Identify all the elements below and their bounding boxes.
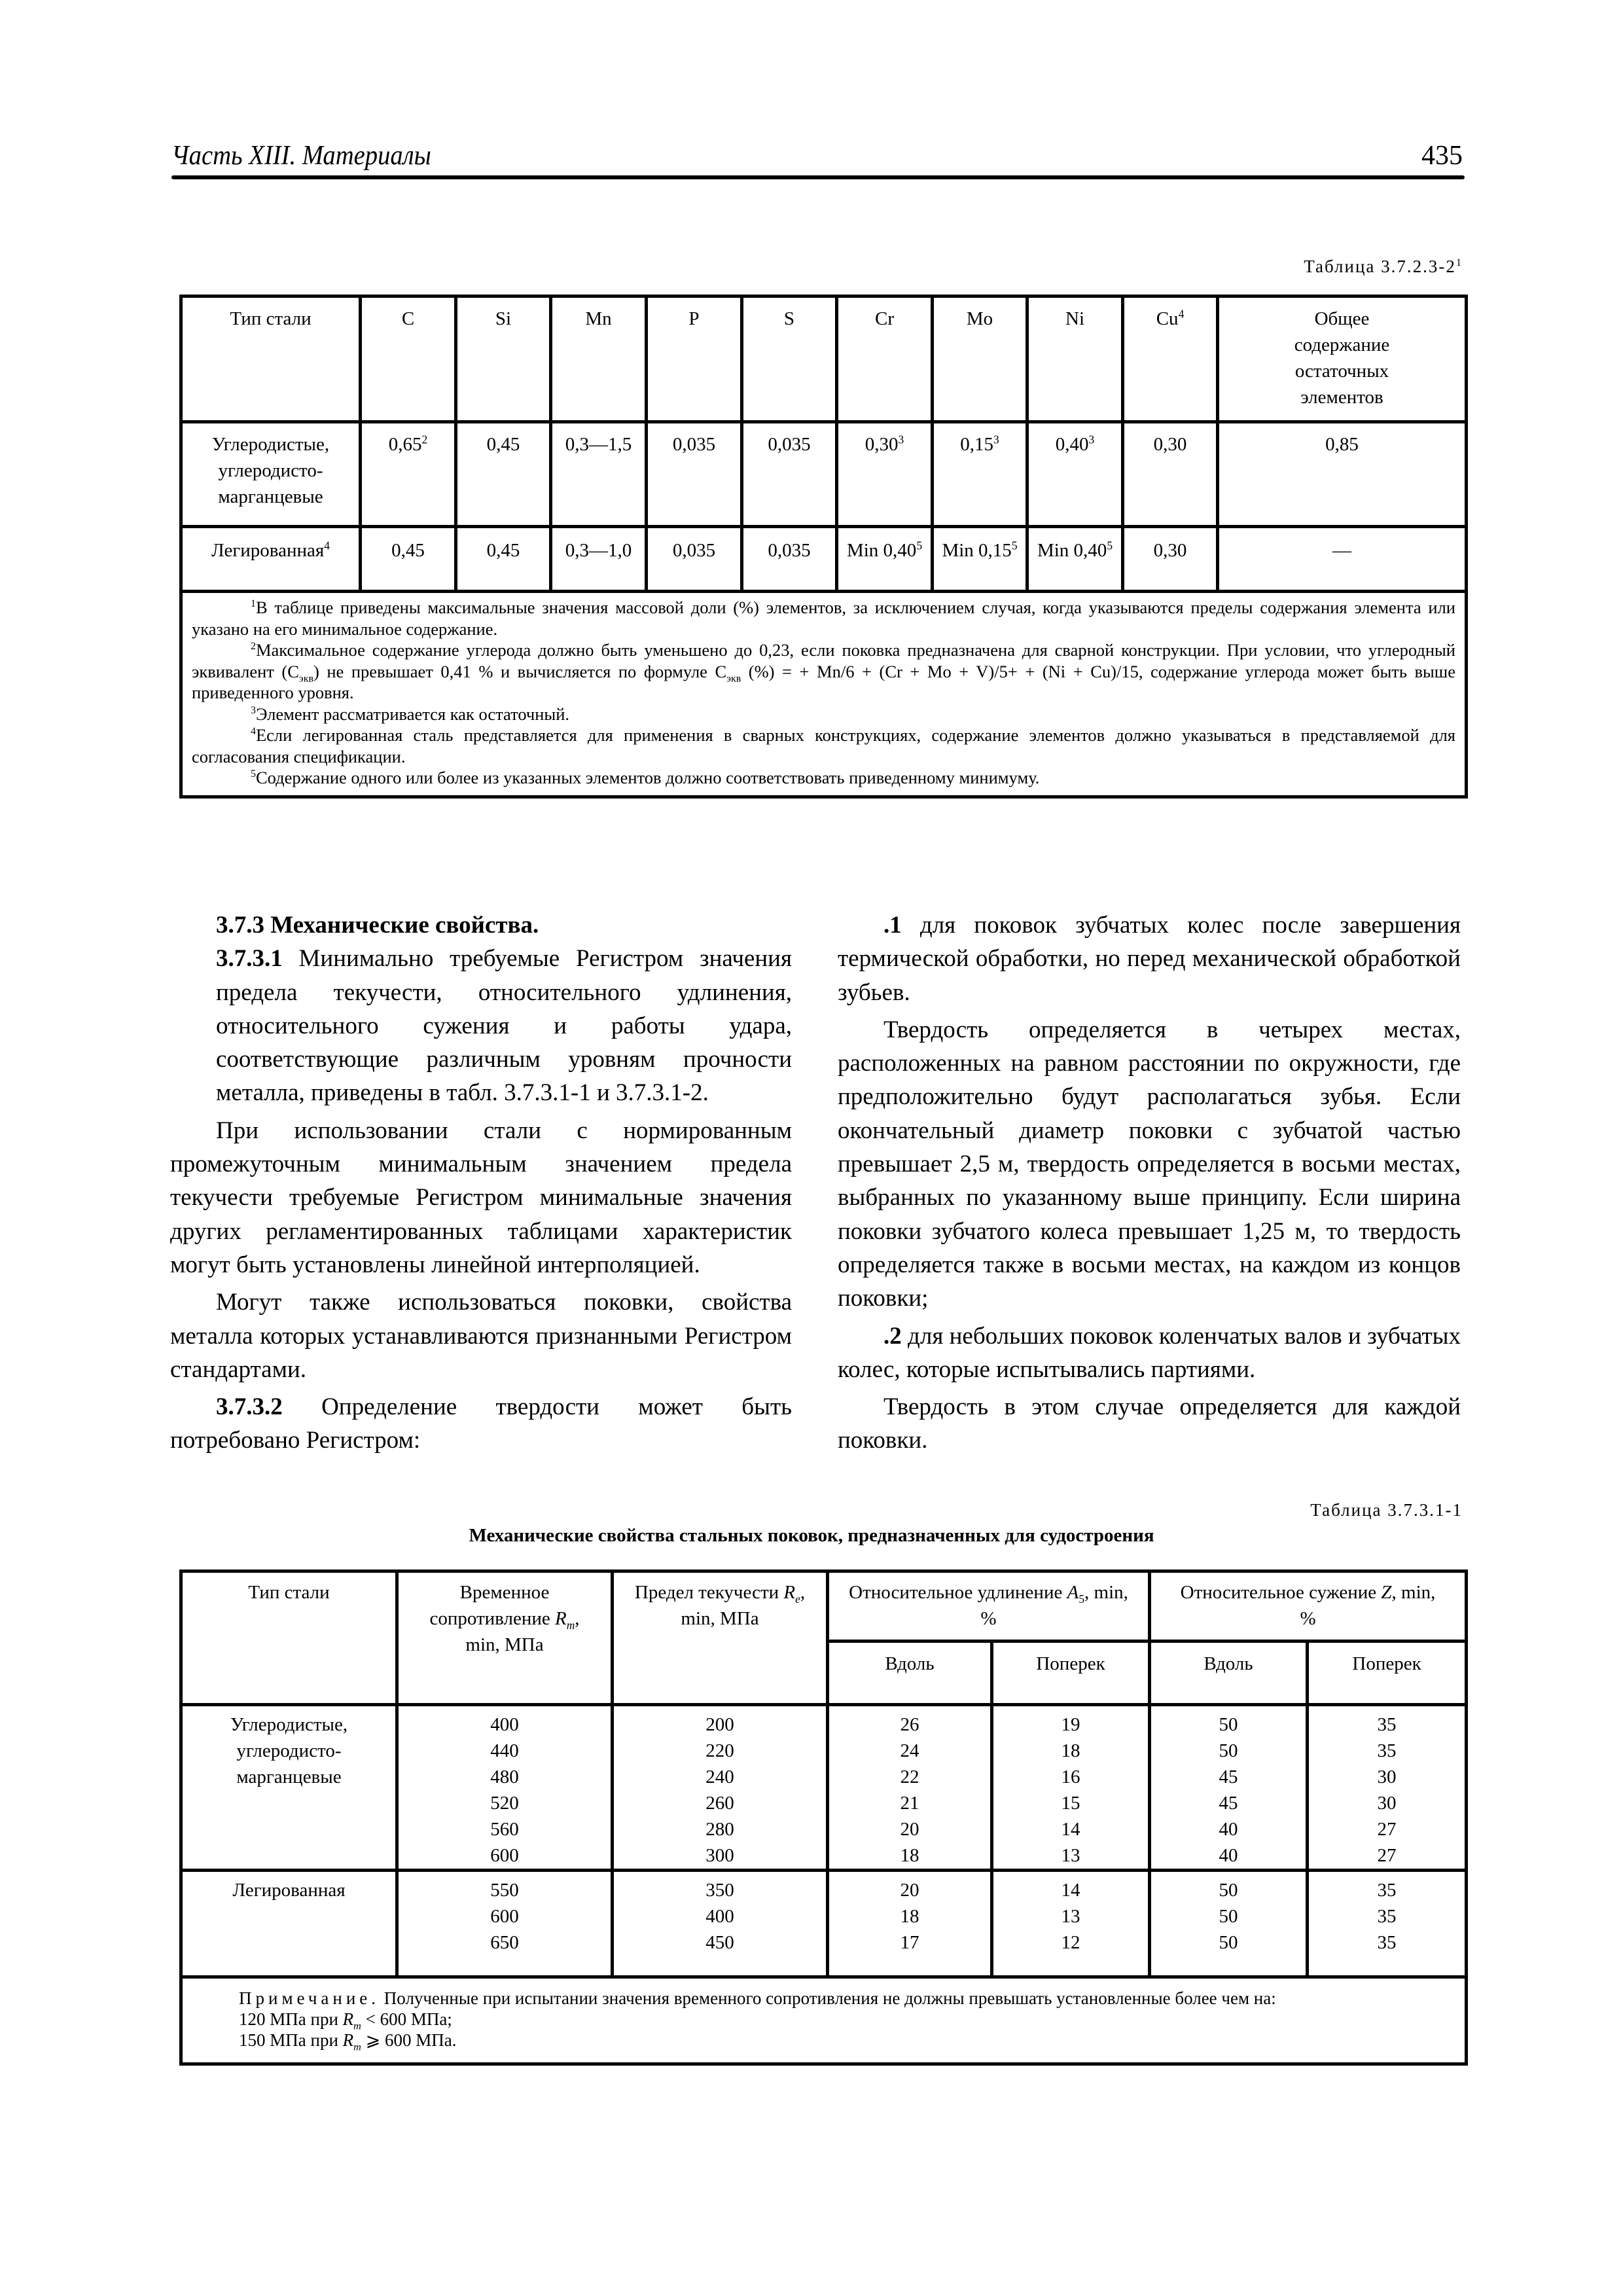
footnote-3: $^3$Элемент рассматривается как остаточный. xyxy=(251,704,570,724)
cell-value: 20 xyxy=(900,1819,919,1840)
table-header-row xyxy=(181,296,1467,422)
cell-value: 16 xyxy=(1061,1767,1080,1787)
col-header-steel-type: Тип стали xyxy=(181,1571,397,1705)
cell-value: 27 xyxy=(1377,1819,1397,1840)
cell-value: 400 xyxy=(705,1906,734,1927)
table-row-group xyxy=(181,1871,1467,1977)
col-header-c: C xyxy=(361,296,456,422)
header-rule xyxy=(171,175,1465,179)
page-number: 435 xyxy=(1421,141,1463,171)
subheader-along: Вдоль xyxy=(828,1641,992,1705)
cell-value: 450 xyxy=(705,1932,734,1953)
paragraph: Могут также использоваться поковки, свойства металла которых устанавливаются признанными Регистром стандартами. xyxy=(170,1289,792,1383)
cell: 0,40$^3$ xyxy=(1027,422,1123,527)
cell-value: 550 xyxy=(490,1880,519,1901)
footnote-2: $^2$Максимальное содержание углерода должно быть уменьшено до 0,23, если поковка предназначена для сварной конструкции. При условии, что углеродный эквивалент $(C_{экв})$ не превышает 0,41 % и вычисляется по формуле $C_{экв}$ (%) = + Mn/6 + (Cr + Mo + V)/5+ + (Ni + Cu)/15, содержание углерода может быть выше приведенного уровня. xyxy=(192,640,1455,702)
cell: 0,45 xyxy=(456,527,551,592)
mechanical-properties-table xyxy=(179,1570,1468,2066)
paragraph: При использовании стали с нормированным промежуточным минимальным значением предела текучести требуемые Регистром минимальные значения других регламентированных таблицами характеристик могут быть установлены линейной интерполяцией. xyxy=(170,1117,792,1278)
cell-stack xyxy=(397,1871,613,1977)
cell-value: 50 xyxy=(1219,1714,1238,1735)
cell-value: 14 xyxy=(1061,1880,1080,1901)
cell-value: 30 xyxy=(1377,1767,1397,1787)
col-header-reduction-of-area: Относительное сужение Z, min, % xyxy=(1150,1571,1467,1641)
cell-value: 14 xyxy=(1061,1819,1080,1840)
cell-value: 19 xyxy=(1061,1714,1080,1735)
note-line-3: 150 МПа при $R_m$ ⩾ 600 МПа. xyxy=(239,2030,457,2053)
cell-value: 17 xyxy=(900,1932,919,1953)
cell: 0,30 xyxy=(1123,527,1218,592)
cell-value: 280 xyxy=(705,1819,734,1840)
row-steel-type: Легированная$^4$ xyxy=(181,527,361,592)
cell-value: 12 xyxy=(1061,1932,1080,1953)
list-item-1: .1 для поковок зубчатых колес после завершения термической обработки, но перед механической обработкой зубьев. xyxy=(838,912,1461,1006)
cell-value: 50 xyxy=(1219,1906,1238,1927)
cell-value: 30 xyxy=(1377,1793,1397,1814)
cell-value: 18 xyxy=(900,1845,919,1866)
cell-value: 240 xyxy=(705,1767,734,1787)
table-row-group xyxy=(181,1705,1467,1871)
cell-value: 560 xyxy=(490,1819,519,1840)
cell-value: 18 xyxy=(1061,1740,1080,1761)
cell: 0,035 xyxy=(742,527,837,592)
cell-value: 21 xyxy=(900,1793,919,1814)
paragraph-3-7-3-2: 3.7.3.2 Определение твердости может быть потребовано Регистром: xyxy=(170,1393,792,1454)
col-header-steel-type: Тип стали xyxy=(181,296,361,422)
table-footnotes xyxy=(181,592,1467,797)
row-steel-type: Легированная xyxy=(181,1871,397,1977)
table2-label: Таблица 3.7.3.1-1 xyxy=(1310,1500,1463,1520)
cell-value: 35 xyxy=(1377,1740,1397,1761)
cell-stack xyxy=(613,1705,828,1871)
cell: Min 0,40$^5$ xyxy=(1027,527,1123,592)
cell-stack xyxy=(1308,1705,1467,1871)
col-header-s: S xyxy=(742,296,837,422)
cell: — xyxy=(1218,527,1467,592)
col-header-ni: Ni xyxy=(1027,296,1123,422)
cell-value: 400 xyxy=(490,1714,519,1735)
cell-value: 18 xyxy=(900,1906,919,1927)
cell-stack xyxy=(992,1705,1150,1871)
cell-value: 50 xyxy=(1219,1932,1238,1953)
row-steel-type: Углеродистые, углеродисто-марганцевые xyxy=(181,1705,397,1871)
subheader-across: Поперек xyxy=(1308,1641,1467,1705)
col-header-mo: Mo xyxy=(933,296,1027,422)
cell: 0,45 xyxy=(456,422,551,527)
body-left-column xyxy=(170,908,792,1458)
cell: 0,30 xyxy=(1123,422,1218,527)
paragraph-3-7-3-1: 3.7.3.1 Минимально требуемые Регистром значения предела текучести, относительного удлинения, относительного сужения и работы удара, соответствующие различным уровням прочности металла, приведены в табл. 3.7.3.1-1 и 3.7.3.1-2. xyxy=(216,945,792,1107)
paragraph: Твердость определяется в четырех местах, расположенных на равном расстоянии по окружности, где предположительно будут располагаться зубья. Если окончательный диаметр поковки с зубчатой частью превышает 2,5 м, твердость определяется в восьми местах, выбранных по указанному выше принципу. Если ширина поковки зубчатого колеса превышает 1,25 м, то твердость определяется также в восьми местах, на каждом из концов поковки; xyxy=(838,1016,1461,1312)
footnote-1: $^1$В таблице приведены максимальные значения массовой доли (%) элементов, за исключением случая, когда указываются пределы содержания элемента или указано на его минимальное содержание. xyxy=(192,598,1455,639)
section-heading: 3.7.3 Механические свойства. xyxy=(216,912,539,939)
cell-value: 600 xyxy=(490,1906,519,1927)
col-header-elongation: Относительное удлинение $A_5$, min, % xyxy=(828,1571,1150,1641)
row-steel-type: Углеродистые, углеродисто-марганцевые xyxy=(181,422,361,527)
list-item-2: .2 для небольших поковок коленчатых валов и зубчатых колес, которые испытывались партиями. xyxy=(838,1322,1461,1383)
table1-label: Таблица $3.7.2.3-2^1$ xyxy=(1304,257,1463,276)
cell-value: 20 xyxy=(900,1880,919,1901)
cell-stack xyxy=(1150,1871,1308,1977)
cell-value: 27 xyxy=(1377,1845,1397,1866)
cell: 0,45 xyxy=(361,527,456,592)
cell-value: 40 xyxy=(1219,1819,1238,1840)
cell: 0,85 xyxy=(1218,422,1467,527)
cell-value: 600 xyxy=(490,1845,519,1866)
cell-value: 480 xyxy=(490,1767,519,1787)
col-header-cu: Cu$^4$ xyxy=(1123,296,1218,422)
cell-value: 520 xyxy=(490,1793,519,1814)
table-header-row xyxy=(181,1571,1467,1641)
table-note xyxy=(181,1977,1467,2064)
table-row xyxy=(181,527,1467,592)
cell-value: 35 xyxy=(1377,1714,1397,1735)
cell-value: 22 xyxy=(900,1767,919,1787)
table-row xyxy=(181,422,1467,527)
cell-value: 40 xyxy=(1219,1845,1238,1866)
cell-value: 650 xyxy=(490,1932,519,1953)
note-line-1: Примечание. Полученные при испытании значения временного сопротивления не должны превышать установленные более чем на: xyxy=(239,1988,1276,2008)
cell-stack xyxy=(1308,1871,1467,1977)
cell: 0,30$^3$ xyxy=(837,422,933,527)
body-right-column xyxy=(838,908,1461,1458)
cell-value: 300 xyxy=(705,1845,734,1866)
cell: 0,035 xyxy=(742,422,837,527)
footnote-4: $^4$Если легированная сталь представляется для применения в сварных конструкциях, содержание элементов должно указываться в представляемой для согласования спецификации. xyxy=(192,725,1455,766)
paragraph: Твердость в этом случае определяется для каждой поковки. xyxy=(838,1393,1461,1454)
cell-value: 35 xyxy=(1377,1906,1397,1927)
col-header-mn: Mn xyxy=(551,296,647,422)
footnote-5: $^5$Содержание одного или более из указанных элементов должно соответствовать приведенному минимуму. xyxy=(251,768,1040,787)
cell-value: 13 xyxy=(1061,1906,1080,1927)
col-header-p: P xyxy=(647,296,742,422)
cell: Min 0,40$^5$ xyxy=(837,527,933,592)
cell-value: 45 xyxy=(1219,1793,1238,1814)
cell-value: 200 xyxy=(705,1714,734,1735)
cell-stack xyxy=(828,1871,992,1977)
cell: 0,035 xyxy=(647,527,742,592)
cell-value: 35 xyxy=(1377,1932,1397,1953)
cell-value: 220 xyxy=(705,1740,734,1761)
cell-value: 260 xyxy=(705,1793,734,1814)
cell: 0,035 xyxy=(647,422,742,527)
chemical-composition-table xyxy=(179,295,1468,798)
cell-stack xyxy=(992,1871,1150,1977)
cell: Min 0,15$^5$ xyxy=(933,527,1027,592)
cell-value: 350 xyxy=(705,1880,734,1901)
cell-stack xyxy=(397,1705,613,1871)
cell-value: 50 xyxy=(1219,1880,1238,1901)
col-header-cr: Cr xyxy=(837,296,933,422)
col-header-si: Si xyxy=(456,296,551,422)
cell: 0,65$^2$ xyxy=(361,422,456,527)
running-title: Часть XIII. Материалы xyxy=(171,141,431,171)
cell-value: 24 xyxy=(900,1740,919,1761)
cell-value: 13 xyxy=(1061,1845,1080,1866)
cell-value: 26 xyxy=(900,1714,919,1735)
cell: 0,3—1,5 xyxy=(551,422,647,527)
cell-value: 45 xyxy=(1219,1767,1238,1787)
table2-title: Механические свойства стальных поковок, предназначенных для судостроения xyxy=(469,1525,1154,1546)
cell-value: 50 xyxy=(1219,1740,1238,1761)
cell: 0,3—1,0 xyxy=(551,527,647,592)
cell-value: 15 xyxy=(1061,1793,1080,1814)
subheader-across: Поперек xyxy=(992,1641,1150,1705)
subheader-along: Вдоль xyxy=(1150,1641,1308,1705)
cell-value: 35 xyxy=(1377,1880,1397,1901)
cell-stack xyxy=(1150,1705,1308,1871)
col-header-tensile-strength: Временное сопротивление $R_m$, min, МПа xyxy=(397,1571,613,1705)
cell-value: 440 xyxy=(490,1740,519,1761)
cell-stack xyxy=(613,1871,828,1977)
col-header-yield-strength: Предел текучести $R_e$, min, МПа xyxy=(613,1571,828,1705)
cell: 0,15$^3$ xyxy=(933,422,1027,527)
col-header-residual-total: Общее содержание остаточных элементов xyxy=(1218,296,1467,422)
note-line-2: 120 МПа при $R_m < 600$ МПа; xyxy=(239,2009,452,2032)
cell-stack xyxy=(828,1705,992,1871)
